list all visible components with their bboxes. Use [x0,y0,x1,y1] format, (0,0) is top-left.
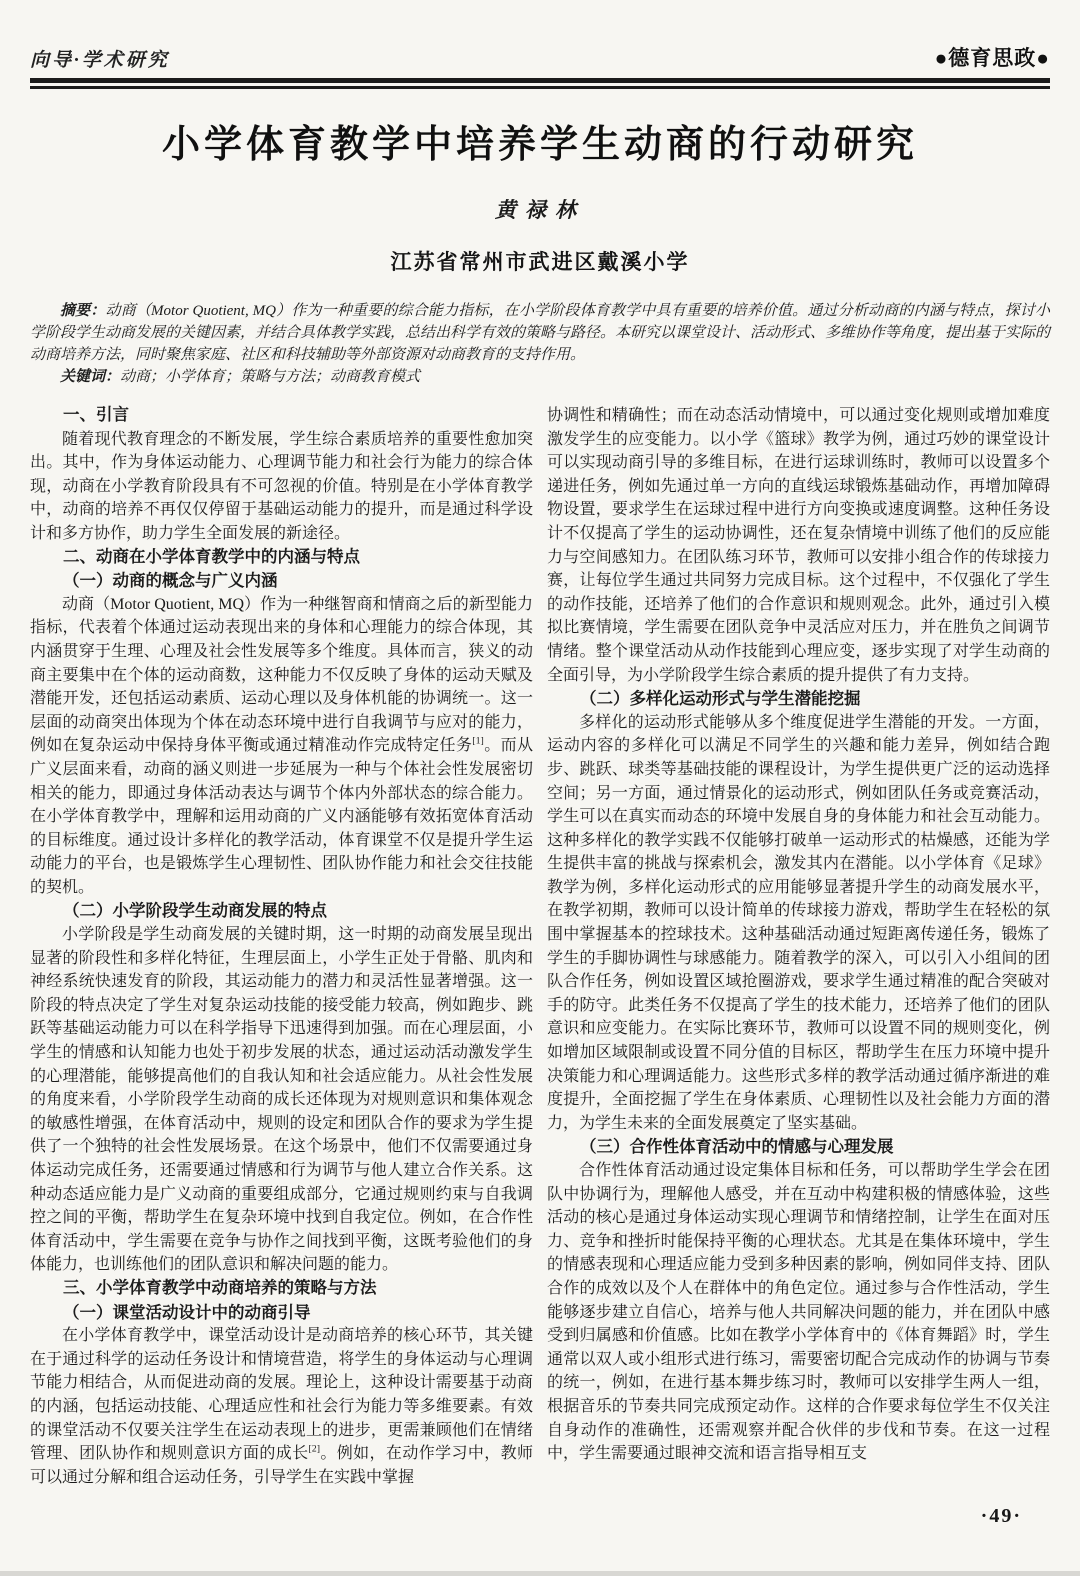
keywords-line [30,366,1050,388]
citation-ref: [1] [472,735,484,747]
section-heading: 二、动商在小学体育教学中的内涵与特点 [63,547,360,566]
article-body [30,404,1050,1489]
section-heading: 一、引言 [63,406,129,424]
section-heading: （二）多样化运动形式与学生潜能挖掘 [580,689,861,709]
author-affiliation: 江苏省常州市武进区戴溪小学 [390,250,690,274]
header-divider [30,78,1050,89]
section-heading: （二）小学阶段学生动商发展的特点 [63,901,327,921]
page-number: ·49· [980,1505,1022,1527]
section-heading: 三、小学体育教学中动商培养的策略与方法 [63,1278,377,1297]
body-paragraph: 协调性和精确性；而在动态活动情境中，可以通过变化规则或增加难度激发学生的应变能力。以小学《篮球》教学为例，通过巧妙的课堂设计可以实现动商引导的多维目标，在进行运球训练时，教师可以设置多个递进任务，例如先通过单一方向的直线运球锻炼基础动作，再增加障碍物设置，要求学生在运球过程中进行方向变换或速度调整。这种任务设计不仅提高了学生的运动协调性，还在复杂情境中训练了他们的反应能力与空间感知力。在团队练习环节，教师可以安排小组合作的传球接力赛，让每位学生通过共同努力完成目标。这个过程中，不仅强化了学生的动作技能，还培养了他们的合作意识和规则观念。此外，通过引入模拟比赛情境，学生需要在团队竞争中灵活应对压力，并在胜负之间调节情绪。整个课堂活动从动作技能到心理应变，逐步实现了对学生动商的全面引导，为小学阶段学生综合素质的提升提供了有力支持。 [547,407,1050,684]
journal-section-name: 向导·学术研究 [30,50,170,71]
article-title: 小学体育教学中培养学生动商的行动研究 [161,124,918,166]
abstract-text: 动商（Motor Quotient, MQ）作为一种重要的综合能力指标，在小学阶段体育教学中具有重要的培养价值。通过分析动商的内涵与特点，探讨小学阶段学生动商发展的关键因素，并结合具体教学实践，总结出科学有效的策略与路径。本研究以课堂设计、活动形式、多维协作等角度，提出基于实际的动商培养方法，同时聚焦家庭、社区和科技辅助等外部资源对动商教育的支持作用。 [30,303,1051,363]
section-heading: （一）动商的概念与广义内涵 [63,571,278,591]
body-paragraph: 随着现代教育理念的不断发展，学生综合素质培养的重要性愈加突出。其中，作为身体运动能力、心理调节能力和社会行为能力的综合体现，动商在小学教育阶段具有不可忽视的价值。特别是在小学体育教学中，动商的培养不再仅仅停留于基础运动能力的提升，而是通过科学设计和多方协作，助力学生全面发展的新途径。 [30,430,533,542]
abstract-label: 摘要： [60,303,106,319]
column-category-tag: ●德育思政● [934,47,1050,70]
keywords-label: 关键词： [60,369,121,385]
section-heading: （一）课堂活动设计中的动商引导 [63,1302,311,1322]
section-heading: （三）合作性体育活动中的情感与心理发展 [580,1137,894,1157]
body-paragraph: 多样化的运动形式能够从多个维度促进学生潜能的开发。一方面，运动内容的多样化可以满足不同学生的兴趣和能力差异，例如结合跑步、跳跃、球类等基础技能的课程设计，为学生提供更广泛的运动选择空间；另一方面，通过情景化的运动形式，例如团队任务或竞赛活动，学生可以在真实而动态的环境中发展自身的身体能力和社会互动能力。这种多样化的教学实践不仅能够打破单一运动形式的枯燥感，还能为学生提供丰富的挑战与探索机会，激发其内在潜能。以小学体育《足球》教学为例，多样化运动形式的应用能够显著提升学生的动商发展水平，在教学初期，教师可以设计简单的传球接力游戏，帮助学生在轻松的氛围中掌握基本的控球技术。这种基础活动通过短距离传递任务，锻炼了学生的手脚协调性与球感能力。随着教学的深入，可以引入小组间的团队合作任务，例如设置区域抢圈游戏，要求学生通过精准的配合突破对手的防守。此类任务不仅提高了学生的技术能力，还培养了他们的团队意识和应变能力。在实际比赛环节，教师可以设置不同的规则变化，例如增加区域限制或设置不同分值的目标区，帮助学生在压力环境中提升决策能力和心理调适能力。这些形式多样的教学活动通过循序渐进的难度提升，全面挖掘了学生在身体素质、心理韧性以及社会能力方面的潜力，为学生未来的全面发展奠定了坚实基础。 [547,713,1050,1132]
scan-edge-artifact [0,1571,1080,1576]
body-paragraph: 合作性体育活动通过设定集体目标和任务，可以帮助学生学会在团队中协调行为，理解他人感受，并在互动中构建积极的情感体验，这些活动的核心是通过身体运动实现心理调节和情绪控制，让学生在面对压力、竞争和挫折时能保持平衡的心理状态。尤其是在集体环境中，学生的情感表现和心理适应能力受到多种因素的影响，例如同伴支持、团队合作的成效以及个人在群体中的角色定位。通过参与合作性活动，学生能够逐步建立自信心，培养与他人共同解决问题的能力，并在团队中感受到归属感和价值感。比如在教学小学体育中的《体育舞蹈》时，学生通常以双人或小组形式进行练习，需要密切配合完成动作的协调与节奏的统一，例如，在进行基本舞步练习时，教师可以安排学生两人一组，根据音乐的节奏共同完成预定动作。这样的合作要求每位学生不仅关注自身动作的准确性，还需观察并配合伙伴的步伐和节奏。在这一过程中，学生需要通过眼神交流和语言指导相互支 [547,1162,1050,1463]
keywords-text: 动商；小学体育；策略与方法；动商教育模式 [120,369,421,385]
citation-ref: [2] [308,1443,321,1455]
body-paragraph: 在小学体育教学中，课堂活动设计是动商培养的核心环节，其关键在于通过科学的运动任务设计和情境营造，将学生的身体运动与心理调节能力相结合，从而促进动商的发展。理论上，这种设计需要基于动商的内涵，包括运动技能、心理适应性和社会行为能力等多维要素。有效的课堂活动不仅要关注学生在运动表现上的进步，更需兼顾他们在情绪管理、团队协作和规则意识方面的成长[2]。例如，在动作学习中，教师可以通过分解和组合运动任务，引导学生在实践中掌握 [30,1327,533,1486]
body-paragraph: 动商（Motor Quotient, MQ）作为一种继智商和情商之后的新型能力指标，代表着个体通过运动表现出来的身体和心理能力的综合体现，其内涵贯穿于生理、心理及社会性发展等多个维度。具体而言，狭义的动商主要集中在个体的运动商数，这种能力不仅反映了身体的运动天赋及潜能开发，还包括运动素质、运动心理以及身体机能的协调统一。这一层面的动商突出体现为个体在动态环境中进行自我调节与应对的能力，例如在复杂运动中保持身体平衡或通过精准动作完成特定任务[1]。而从广义层面来看，动商的涵义则进一步延展为一种与个体社会性发展密切相关的能力，即通过身体活动表达与调节个体内外部状态的综合能力。在小学体育教学中，理解和运用动商的广义内涵能够有效拓宽体育活动的目标维度。通过设计多样化的教学活动，体育课堂不仅是提升学生运动能力的平台，也是锻炼学生心理韧性、团队协作能力和社会交往技能的契机。 [30,595,533,896]
right-column [547,404,1050,1489]
page-header [30,0,1050,72]
author-name: 黄禄林 [495,198,585,222]
body-paragraph: 小学阶段是学生动商发展的关键时期，这一时期的动商发展呈现出显著的阶段性和多样化特征，生理层面上，小学生正处于骨骼、肌肉和神经系统快速发育的阶段，其运动能力的潜力和灵活性显著增强。这一阶段的特点决定了学生对复杂运动技能的接受能力较高，例如跑步、跳跃等基础运动能力可以在科学指导下迅速得到加强。而在心理层面，小学生的情感和认知能力也处于初步发展的状态，通过运动活动激发学生的心理潜能，能够提高他们的自我认知和社会适应能力。从社会性发展的角度来看，小学阶段学生动商的成长还体现为对规则意识和集体观念的敏感性增强，在体育活动中，规则的设定和团队合作的要求为学生提供了一个独特的社会性发展场景。在这个场景中，他们不仅需要通过身体运动完成任务，还需要通过情感和行为调节与他人建立合作关系。这种动态适应能力是广义动商的重要组成部分，它通过规则约束与自我调控之间的平衡，帮助学生在复杂环境中找到自我定位。例如，在合作性体育活动中，学生需要在竞争与协作之间找到平衡，这既考验他们的身体能力，也训练他们的团队意识和解决问题的能力。 [30,926,533,1274]
abstract-paragraph [30,300,1050,366]
left-column [30,404,533,1489]
abstract-block [30,300,1050,388]
